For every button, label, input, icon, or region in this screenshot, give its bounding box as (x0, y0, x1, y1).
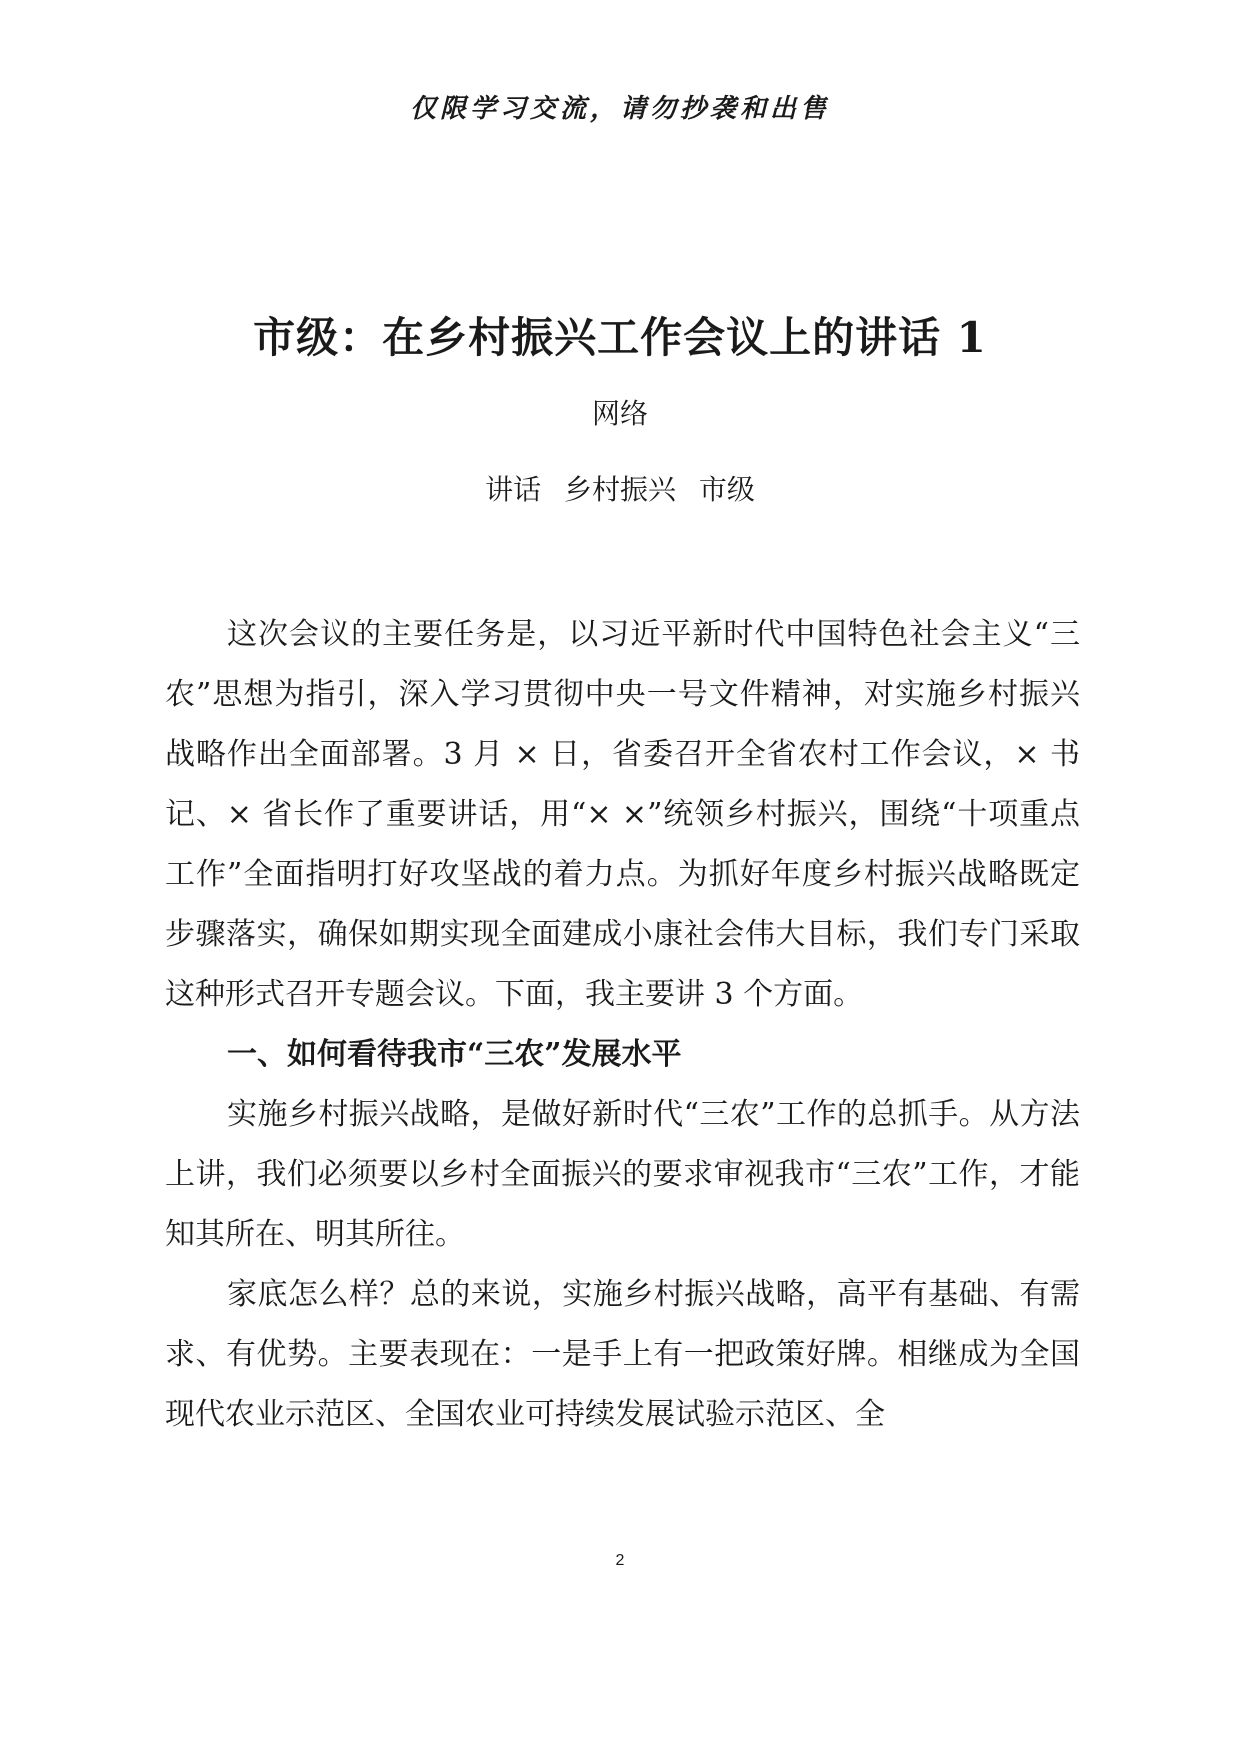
document-tags (0, 468, 1240, 508)
document-author: 网络 (591, 397, 648, 430)
section-heading: 一、如何看待我市“三农”发展水平 (227, 1037, 682, 1072)
paragraph: 这次会议的主要任务是，以习近平新时代中国特色社会主义“三农”思想为指引，深入学习贯彻中央一号文件精神，对实施乡村振兴战略作出全面部署。3 月 × 日，省委召开全省农村工作会议，× 书记、× 省长作了重要讲话，用“× ×”统领乡村振兴，围绕“十项重点工作”全面指明打好攻坚战的着力点。为抓好年度乡村振兴战略既定步骤落实，确保如期实现全面建成小康社会伟大目标，我们专门采取这种形式召开专题会议。下面，我主要讲 3 个方面。 (165, 617, 1080, 1012)
tag: 乡村振兴 (563, 473, 676, 506)
document-title: 市级：在乡村振兴工作会议上的讲话 1 (253, 313, 987, 362)
header-note: 仅限学习交流，请勿抄袭和出售 (409, 94, 830, 124)
tag: 讲话 (485, 473, 542, 506)
document-body (165, 605, 1080, 1445)
paragraph: 实施乡村振兴战略，是做好新时代“三农”工作的总抓手。从方法上讲，我们必须要以乡村全面振兴的要求审视我市“三农”工作，才能知其所在、明其所往。 (165, 1097, 1080, 1252)
tag: 市级 (698, 473, 755, 506)
page-number: 2 (615, 1552, 625, 1569)
paragraph: 家底怎么样？总的来说，实施乡村振兴战略，高平有基础、有需求、有优势。主要表现在：一是手上有一把政策好牌。相继成为全国现代农业示范区、全国农业可持续发展试验示范区、全 (165, 1277, 1080, 1432)
